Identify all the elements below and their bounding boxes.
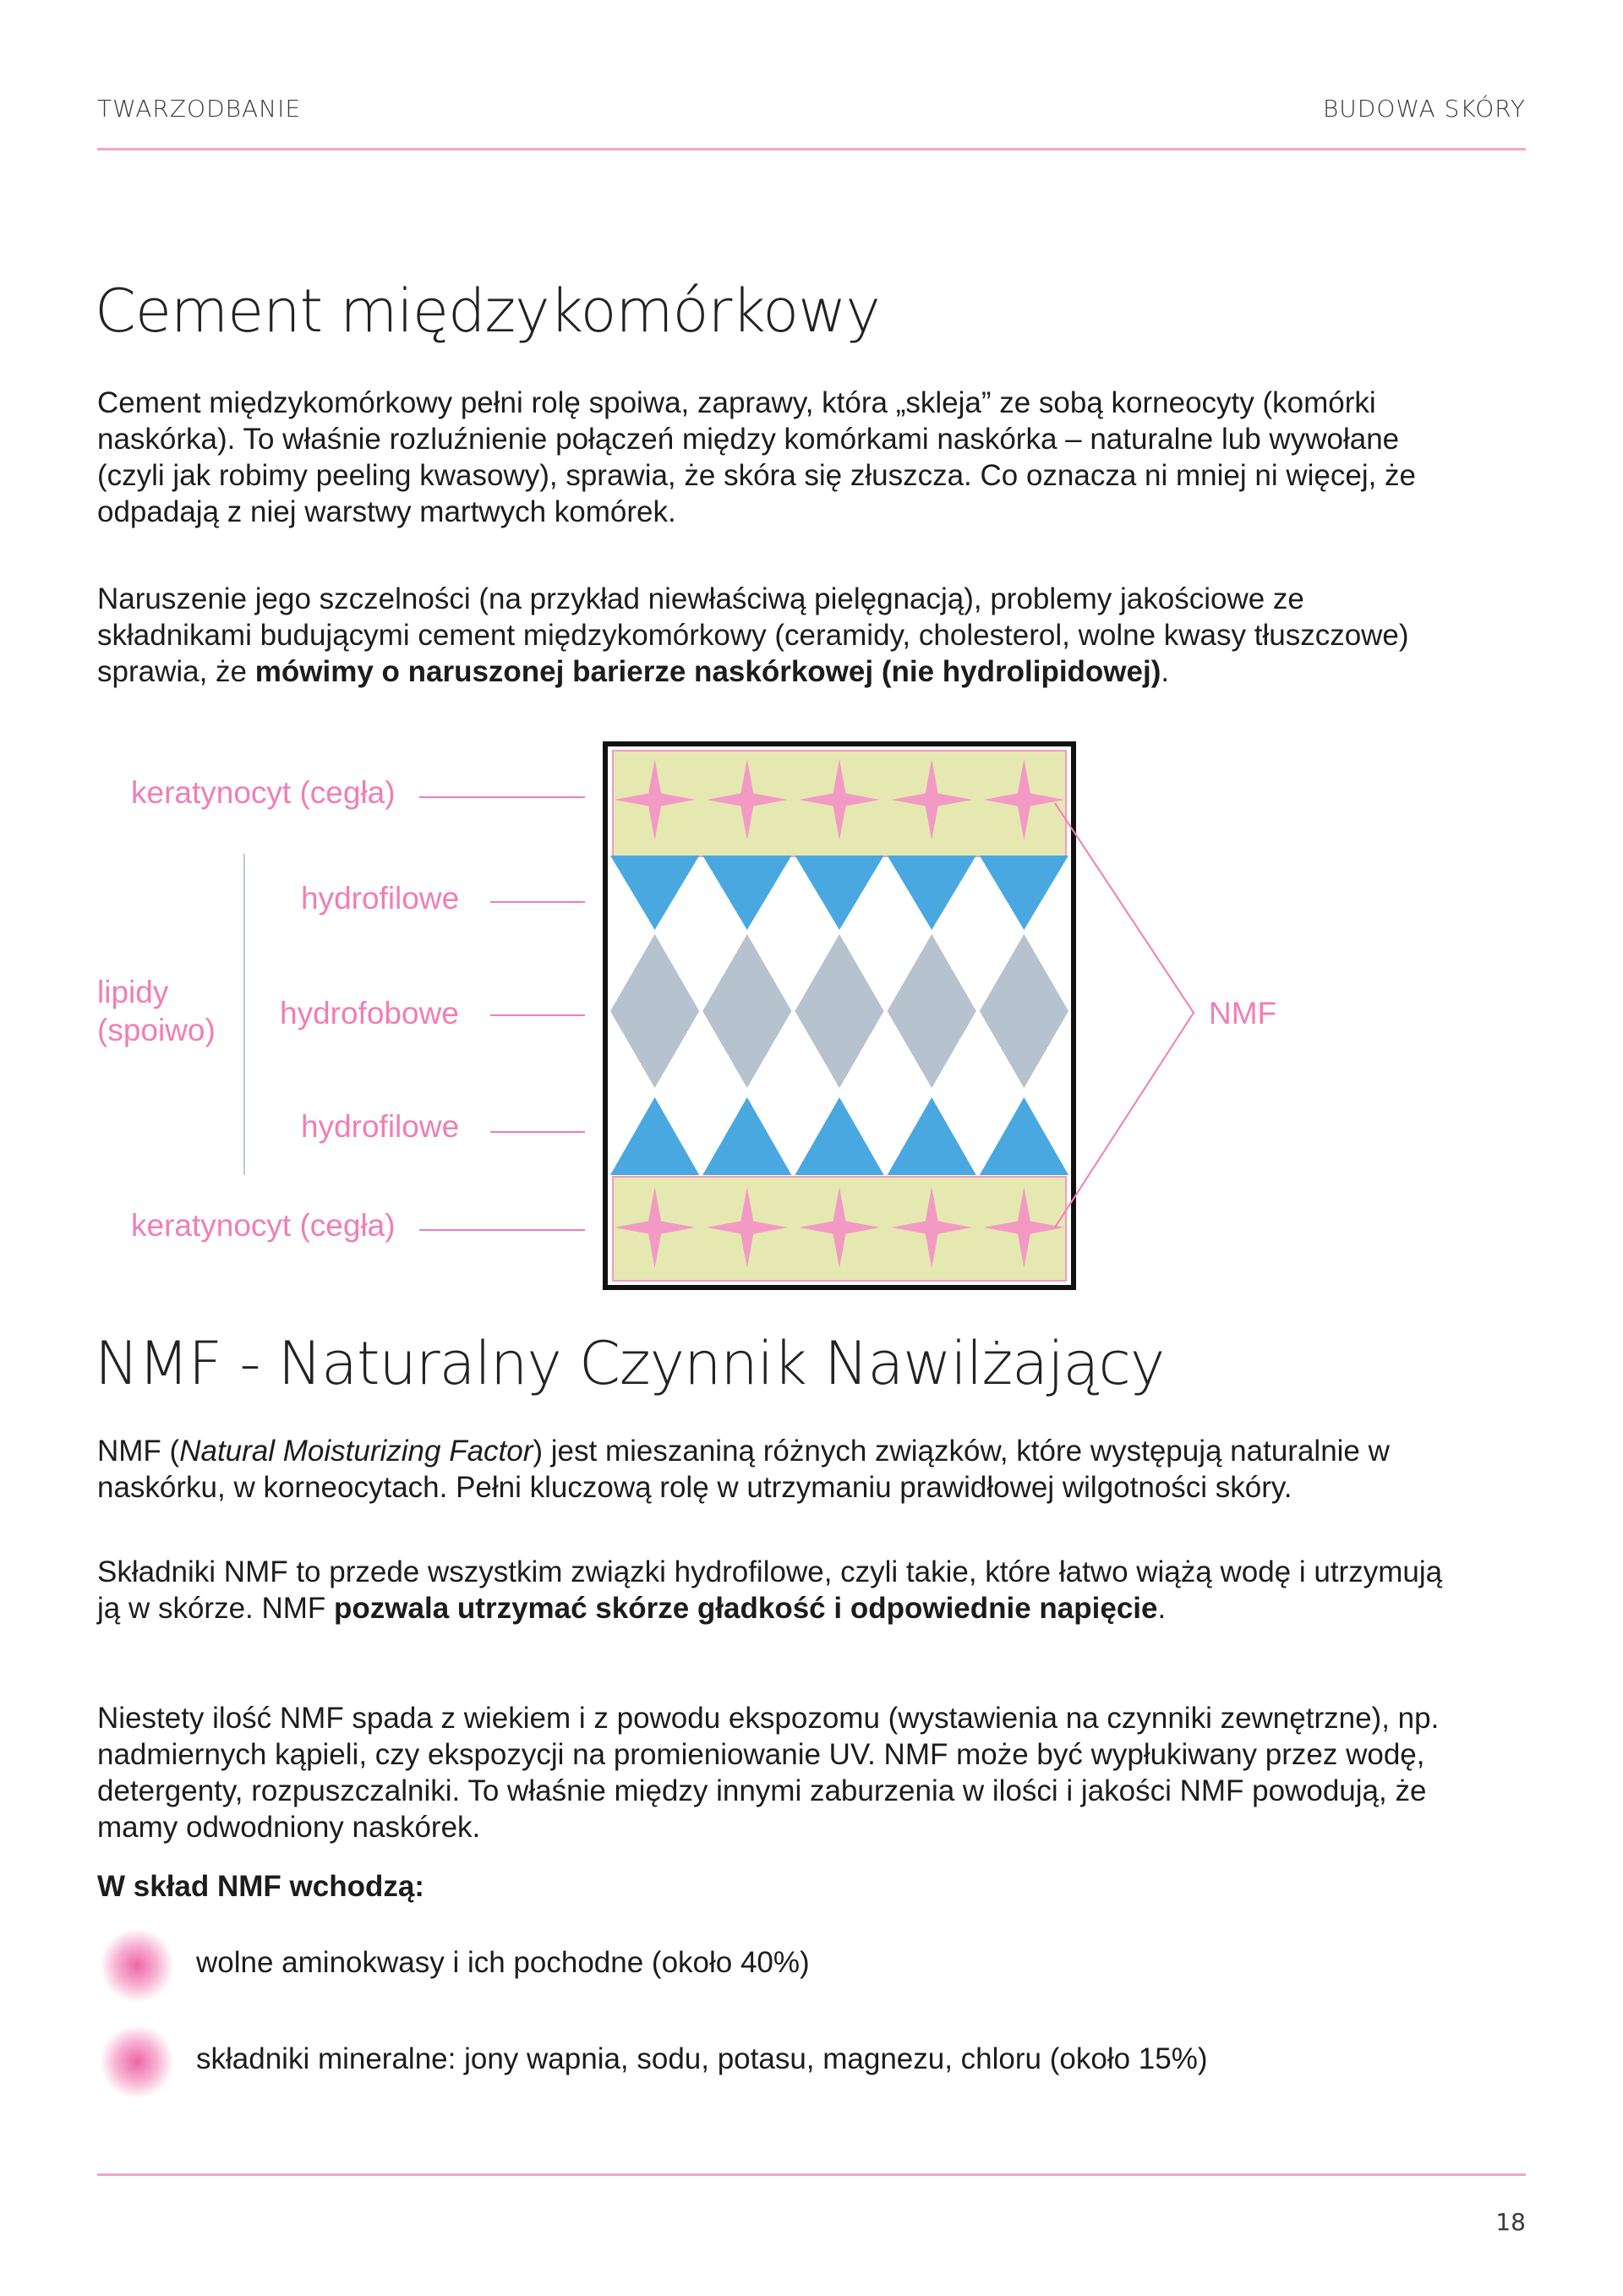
italic-term: Natural Moisturizing Factor	[179, 1435, 533, 1468]
diagram-label-nmf: NMF	[1209, 996, 1277, 1030]
running-header-left: TWARZODBANIE	[97, 95, 302, 123]
footer-divider	[97, 2173, 1526, 2176]
running-header-right: BUDOWA SKÓRY	[1322, 95, 1526, 123]
paragraph-text: Składniki NMF to przede wszystkim związki hydrofilowe, czyli takie, które łatwo wiążą wodę i utrzymują ją w skórze. NMF	[97, 1555, 1443, 1625]
paragraph-text: .	[1161, 655, 1170, 688]
paragraph-cement-intro: Cement międzykomórkowy pełni rolę spoiwa, zaprawy, która „skleja” ze sobą korneocyty (komórki naskórka). To właśnie rozluźnienie połączeń między komórkami naskórka – naturalne lub wywołane (czyli jak robimy peeling kwasowy), sprawia, że skóra się złuszcza. Co oznacza ni mniej ni więcej, że odpadają z niej warstwy martwych komórek.	[97, 386, 1417, 528]
paragraph-text: NMF (	[97, 1435, 180, 1468]
paragraph-text: Naruszenie jego szczelności (na przykład niewłaściwą pielęgnacją), problemy jakościowe ze składnikami budującymi cement międzykomórkowy (ceramidy, cholesterol, wolne kwasy tłuszczowe) sprawia, że	[97, 582, 1409, 688]
diagram-label-hydrophobic: hydrofobowe	[280, 996, 459, 1030]
diagram-label-keratinocyte-bottom: keratynocyt (cegła)	[131, 1208, 396, 1243]
page-number: 18	[1495, 2208, 1526, 2236]
diagram-label-hydrophilic-bottom: hydrofilowe	[301, 1109, 460, 1144]
list-heading: W skład NMF wchodzą:	[97, 1870, 424, 1903]
paragraph-text: .	[1157, 1592, 1167, 1625]
paragraph-nmf-components	[97, 1554, 1467, 1626]
list-item: składniki mineralne: jony wapnia, sodu, potasu, magnezu, chloru (około 15%)	[196, 2042, 1208, 2075]
diagram-label-hydrophilic-top: hydrofilowe	[301, 881, 460, 916]
diagram-label-binder: (spoiwo)	[97, 1013, 216, 1047]
paragraph-nmf-decline: Niestety ilość NMF spada z wiekiem i z powodu ekspozomu (wystawienia na czynniki zewnętrzne), np. nadmiernych kąpieli, czy ekspozycji na promieniowanie UV. NMF może być wypłukiwany przez wodę, detergenty, rozpuszczalniki. To właśnie między innymi zaburzenia w ilości i jakości NMF powodują, że mamy odwodniony naskórek.	[97, 1702, 1440, 1844]
brick-and-mortar-illustration	[605, 744, 1194, 1287]
emphasis-text: mówimy o naruszonej barierze naskórkowej (nie hydrolipidowej)	[254, 655, 1161, 688]
list-item: wolne aminokwasy i ich pochodne (około 40%)	[196, 1946, 810, 1979]
diagram-label-lipids: lipidy	[97, 975, 169, 1009]
diagram-label-keratinocyte-top: keratynocyt (cegła)	[131, 775, 396, 810]
section-title-nmf: NMF - Naturalny Czynnik Nawilżający	[95, 1329, 1165, 1398]
bullet-icon	[101, 1929, 173, 2002]
section-title-cement: Cement międzykomórkowy	[95, 276, 880, 346]
paragraph-text: ) jest mieszaniną różnych związków, które występują naturalnie w naskórku, w korneocytach. Pełni kluczową rolę w utrzymaniu prawidłowej wilgotności skóry.	[97, 1435, 1390, 1504]
bullet-icon	[101, 2025, 173, 2098]
paragraph-nmf-definition	[97, 1433, 1467, 1506]
emphasis-text: pozwala utrzymać skórze gładkość i odpowiednie napięcie	[334, 1592, 1158, 1625]
